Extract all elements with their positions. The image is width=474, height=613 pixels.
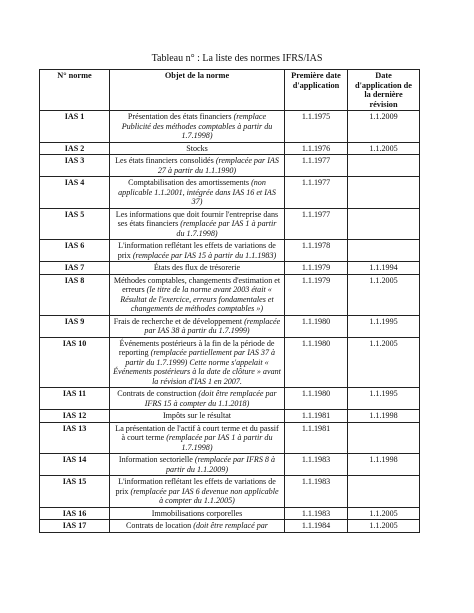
norm-note-text: (remplacée par IAS 1 à partir du 1.7.1998) <box>176 219 277 238</box>
table-row <box>40 240 420 262</box>
norm-code-cell: IAS 12 <box>40 410 110 423</box>
norm-note-text: (non applicable 1.1.2001, intégrée dans IAS 16 et IAS 37) <box>118 178 276 207</box>
norm-object-text: Frais de recherche et de développement <box>113 316 245 326</box>
table-caption: Tableau n° : La liste des normes IFRS/IAS <box>151 53 323 64</box>
norm-code-cell: IAS 2 <box>40 142 110 155</box>
norm-object-cell <box>110 274 285 315</box>
norm-note-text: (le titre de la norme avant 2003 était « Résultat de l'exercice, erreurs fondamentales et changements de méthodes comptables ») <box>120 285 274 314</box>
first-application-cell: 1.1.1983 <box>285 454 348 476</box>
norm-object-text: Stocks <box>186 143 208 153</box>
norm-object-cell <box>110 476 285 508</box>
norm-code-cell: IAS 9 <box>40 315 110 337</box>
norm-object-text: Présentation des états financiers <box>127 112 234 122</box>
norm-note-text: (doit être remplacée par IFRS 15 à compter du 1.1.2018) <box>144 389 277 408</box>
norm-code-cell: IAS 6 <box>40 240 110 262</box>
first-application-cell: 1.1.1983 <box>285 476 348 508</box>
table-row <box>40 507 420 520</box>
norm-object-text: Immobilisations corporelles <box>151 508 243 518</box>
norm-object-cell <box>110 208 285 240</box>
norm-code-cell: IAS 4 <box>40 177 110 209</box>
first-application-cell: 1.1.1980 <box>285 337 348 388</box>
norm-object-text: Contrats de construction <box>117 389 199 399</box>
table-row <box>40 315 420 337</box>
last-revision-cell: 1.1.1995 <box>348 315 420 337</box>
norm-note-text: (remplacée par IAS 27 à partir du 1.1.1990) <box>157 156 279 175</box>
last-revision-cell <box>348 240 420 262</box>
table-row <box>40 476 420 508</box>
last-revision-cell <box>348 422 420 454</box>
norm-object-cell <box>110 410 285 423</box>
first-application-cell: 1.1.1976 <box>285 142 348 155</box>
table-row <box>40 177 420 209</box>
norm-code-cell: IAS 5 <box>40 208 110 240</box>
norm-object-cell <box>110 111 285 143</box>
norm-code-cell: IAS 3 <box>40 155 110 177</box>
norm-object-text: Comptabilisation des amortissements <box>128 178 252 188</box>
norm-object-cell <box>110 388 285 410</box>
norm-object-cell <box>110 422 285 454</box>
norm-object-text: L'information reflétant les effets de variations de prix <box>115 477 276 496</box>
ifrs-ias-table <box>39 69 420 533</box>
last-revision-cell: 1.1.1995 <box>348 388 420 410</box>
last-revision-cell <box>348 177 420 209</box>
norm-object-text: Les informations que doit fournir l'entreprise dans ses états financiers <box>115 209 279 229</box>
table-row <box>40 111 420 143</box>
last-revision-cell: 1.1.2009 <box>348 111 420 143</box>
last-revision-cell: 1.1.2005 <box>348 142 420 155</box>
norm-note-text: (remplacée partiellement par IAS 37 à partir du 1.7.1999) Cette norme s'appelait « Événements postérieurs à la date de clôture » avant la révision d'IAS 1 en 2007. <box>113 348 281 386</box>
norm-object-cell <box>110 315 285 337</box>
norm-object-text: La présentation de l'actif à court terme et du passif à court terme <box>115 423 279 443</box>
norm-object-cell <box>110 177 285 209</box>
table-row <box>40 208 420 240</box>
last-revision-cell <box>348 155 420 177</box>
norm-code-cell: IAS 17 <box>40 520 110 533</box>
first-application-cell: 1.1.1984 <box>285 520 348 533</box>
norm-code-cell: IAS 13 <box>40 422 110 454</box>
first-application-cell: 1.1.1981 <box>285 422 348 454</box>
last-revision-cell <box>348 208 420 240</box>
norm-object-text: Méthodes comptables, changements d'estimation et erreurs <box>113 275 281 295</box>
norm-note-text: (remplacée par IAS 15 à partir du 1.1.1983) <box>132 250 277 260</box>
last-revision-cell: 1.1.1994 <box>348 262 420 275</box>
norm-code-cell: IAS 7 <box>40 262 110 275</box>
last-revision-cell <box>348 476 420 508</box>
first-application-cell: 1.1.1980 <box>285 388 348 410</box>
norm-object-text: Les états financiers consolidés <box>115 156 216 166</box>
norm-note-text: (remplacée par IAS 6 devenue non applicable à compter du 1.1.2005) <box>130 486 279 506</box>
first-application-cell: 1.1.1978 <box>285 240 348 262</box>
norm-code-cell: IAS 8 <box>40 274 110 315</box>
table-row <box>40 520 420 533</box>
first-application-cell: 1.1.1983 <box>285 507 348 520</box>
norm-object-text: Impôts sur le résultat <box>162 411 232 421</box>
first-application-cell: 1.1.1980 <box>285 315 348 337</box>
last-revision-cell: 1.1.2005 <box>348 274 420 315</box>
last-revision-cell: 1.1.1998 <box>348 410 420 423</box>
header-last-revision: Date d'application de la dernière révision <box>348 70 420 111</box>
first-application-cell: 1.1.1979 <box>285 262 348 275</box>
last-revision-cell: 1.1.2005 <box>348 337 420 388</box>
norm-note-text: (remplacée par IFRS 8 à partir du 1.1.2009) <box>165 455 276 474</box>
first-application-cell: 1.1.1975 <box>285 111 348 143</box>
norm-object-text: États des flux de trésorerie <box>153 263 241 273</box>
norm-note-text: (remplace Publicité des méthodes comptables à partir du 1.7.1998) <box>121 112 273 141</box>
norm-object-cell <box>110 520 285 533</box>
first-application-cell: 1.1.1977 <box>285 208 348 240</box>
header-norm-number: N° norme <box>40 70 110 111</box>
norm-object-cell <box>110 155 285 177</box>
table-row <box>40 422 420 454</box>
norm-object-cell <box>110 454 285 476</box>
table-row <box>40 454 420 476</box>
norm-object-cell <box>110 507 285 520</box>
first-application-cell: 1.1.1977 <box>285 155 348 177</box>
table-row <box>40 142 420 155</box>
norm-object-text: Information sectorielle <box>118 455 195 465</box>
last-revision-cell: 1.1.1998 <box>348 454 420 476</box>
norm-object-text: L'information reflétant les effets de variations de prix <box>117 241 276 260</box>
last-revision-cell: 1.1.2005 <box>348 507 420 520</box>
norm-object-cell <box>110 142 285 155</box>
last-revision-cell: 1.1.2005 <box>348 520 420 533</box>
table-header-row <box>40 70 420 111</box>
table-row <box>40 410 420 423</box>
norm-note-text: (doit être remplacé par <box>193 521 268 531</box>
table-row <box>40 274 420 315</box>
norm-object-cell <box>110 337 285 388</box>
norm-code-cell: IAS 14 <box>40 454 110 476</box>
norm-code-cell: IAS 11 <box>40 388 110 410</box>
table-row <box>40 155 420 177</box>
header-first-application: Première date d'application <box>285 70 348 111</box>
table-row <box>40 388 420 410</box>
norm-code-cell: IAS 16 <box>40 507 110 520</box>
norm-note-text: (remplacée par IAS 38 à partir du 1.7.1999) <box>144 316 281 336</box>
norm-object-text: Contrats de location <box>126 521 194 531</box>
norm-code-cell: IAS 10 <box>40 337 110 388</box>
header-norm-object: Objet de la norme <box>110 70 285 111</box>
norm-object-cell <box>110 240 285 262</box>
norm-note-text: (remplacée par IAS 1 à partir du 1.7.1998) <box>166 433 273 452</box>
norm-code-cell: IAS 1 <box>40 111 110 143</box>
norm-object-text: Événements postérieurs à la fin de la période de reporting <box>118 338 275 358</box>
first-application-cell: 1.1.1979 <box>285 274 348 315</box>
norm-object-cell <box>110 262 285 275</box>
first-application-cell: 1.1.1981 <box>285 410 348 423</box>
table-row <box>40 262 420 275</box>
norm-code-cell: IAS 15 <box>40 476 110 508</box>
table-row <box>40 337 420 388</box>
first-application-cell: 1.1.1977 <box>285 177 348 209</box>
